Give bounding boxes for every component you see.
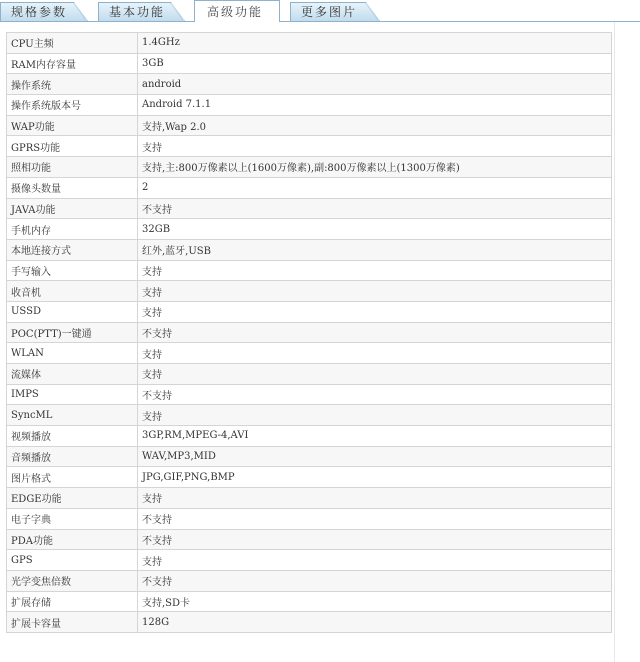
- spec-value: 不支持: [138, 570, 612, 591]
- spec-key: 电子字典: [7, 508, 138, 529]
- spec-value: 不支持: [138, 198, 612, 219]
- tab-label: 更多图片: [301, 5, 358, 19]
- spec-value: 支持: [138, 301, 612, 322]
- table-row: [7, 570, 612, 591]
- table-row: [7, 384, 612, 405]
- table-row: [7, 301, 612, 322]
- spec-value: 支持: [138, 405, 612, 426]
- spec-key: POC(PTT)一键通: [7, 322, 138, 343]
- spec-value: 不支持: [138, 384, 612, 405]
- spec-value: 128G: [138, 612, 612, 633]
- spec-key: IMPS: [7, 384, 138, 405]
- table-row: [7, 115, 612, 136]
- table-row: [7, 488, 612, 509]
- table-row: [7, 157, 612, 178]
- table-row: [7, 550, 612, 571]
- spec-key: RAM内存容量: [7, 53, 138, 74]
- spec-value: 2: [138, 177, 612, 198]
- spec-value: 支持,主:800万像素以上(1600万像素),副:800万像素以上(1300万像素): [138, 157, 612, 178]
- spec-key: SyncML: [7, 405, 138, 426]
- spec-key: 摄像头数量: [7, 177, 138, 198]
- spec-table: [6, 32, 612, 633]
- spec-value: 支持,SD卡: [138, 591, 612, 612]
- spec-value: 1.4GHz: [138, 33, 612, 54]
- table-row: [7, 219, 612, 240]
- table-row: [7, 260, 612, 281]
- spec-value: 支持: [138, 550, 612, 571]
- spec-key: 本地连接方式: [7, 239, 138, 260]
- spec-value: 支持: [138, 488, 612, 509]
- spec-value: JPG,GIF,PNG,BMP: [138, 467, 612, 488]
- tab-more-pictures[interactable]: [290, 2, 380, 21]
- spec-value: android: [138, 74, 612, 95]
- table-row: [7, 612, 612, 633]
- spec-value: 红外,蓝牙,USB: [138, 239, 612, 260]
- spec-value: 3GP,RM,MPEG-4,AVI: [138, 426, 612, 447]
- spec-value: 不支持: [138, 508, 612, 529]
- spec-value: 支持: [138, 343, 612, 364]
- spec-value: 不支持: [138, 529, 612, 550]
- spec-table-body: [7, 33, 612, 633]
- spec-key: 图片格式: [7, 467, 138, 488]
- spec-value: Android 7.1.1: [138, 95, 612, 116]
- spec-key: WAP功能: [7, 115, 138, 136]
- table-row: [7, 343, 612, 364]
- tab-label: 基本功能: [109, 5, 166, 19]
- table-row: [7, 177, 612, 198]
- tab-label: 高级功能: [207, 5, 264, 19]
- spec-key: CPU主频: [7, 33, 138, 54]
- tab-advanced-functions[interactable]: [194, 0, 280, 22]
- spec-table-container: [6, 32, 611, 633]
- table-row: [7, 53, 612, 74]
- table-row: [7, 33, 612, 54]
- table-row: [7, 364, 612, 385]
- spec-value: 支持,Wap 2.0: [138, 115, 612, 136]
- table-row: [7, 591, 612, 612]
- table-row: [7, 322, 612, 343]
- table-row: [7, 198, 612, 219]
- table-row: [7, 529, 612, 550]
- spec-value: 不支持: [138, 322, 612, 343]
- spec-value: 32GB: [138, 219, 612, 240]
- table-row: [7, 467, 612, 488]
- spec-key: 操作系统: [7, 74, 138, 95]
- spec-key: GPRS功能: [7, 136, 138, 157]
- spec-value: 支持: [138, 364, 612, 385]
- spec-key: JAVA功能: [7, 198, 138, 219]
- spec-key: PDA功能: [7, 529, 138, 550]
- spec-key: 扩展卡容量: [7, 612, 138, 633]
- table-row: [7, 95, 612, 116]
- spec-value: 支持: [138, 136, 612, 157]
- spec-key: WLAN: [7, 343, 138, 364]
- spec-key: 收音机: [7, 281, 138, 302]
- table-row: [7, 405, 612, 426]
- tab-spec-params[interactable]: [0, 2, 88, 21]
- spec-key: 视频播放: [7, 426, 138, 447]
- table-row: [7, 446, 612, 467]
- tab-bar: [0, 0, 640, 22]
- table-row: [7, 239, 612, 260]
- table-row: [7, 281, 612, 302]
- spec-key: EDGE功能: [7, 488, 138, 509]
- spec-key: 光学变焦倍数: [7, 570, 138, 591]
- spec-value: 支持: [138, 281, 612, 302]
- table-row: [7, 74, 612, 95]
- spec-key: 手写输入: [7, 260, 138, 281]
- spec-key: 照相功能: [7, 157, 138, 178]
- right-edge-line: [614, 22, 615, 662]
- tab-basic-functions[interactable]: [98, 2, 185, 21]
- table-row: [7, 426, 612, 447]
- spec-value: 3GB: [138, 53, 612, 74]
- spec-key: 手机内存: [7, 219, 138, 240]
- spec-key: 流媒体: [7, 364, 138, 385]
- tab-label: 规格参数: [11, 5, 68, 19]
- table-row: [7, 136, 612, 157]
- spec-key: 音频播放: [7, 446, 138, 467]
- spec-key: USSD: [7, 301, 138, 322]
- spec-key: GPS: [7, 550, 138, 571]
- spec-value: 支持: [138, 260, 612, 281]
- spec-value: WAV,MP3,MID: [138, 446, 612, 467]
- spec-key: 操作系统版本号: [7, 95, 138, 116]
- tab-bar-divider: [0, 21, 640, 22]
- table-row: [7, 508, 612, 529]
- spec-key: 扩展存储: [7, 591, 138, 612]
